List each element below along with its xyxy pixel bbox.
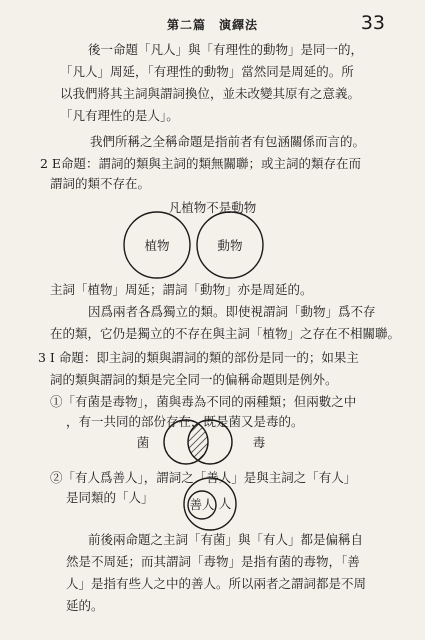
diagram-e-caption: 凡植物不是動物 bbox=[168, 200, 257, 215]
example-line: ，有一共同的部份存在，既是菌又是毒的。 bbox=[66, 414, 304, 429]
text-line: 延的。 bbox=[66, 598, 104, 613]
text-line: 人」是指有些人之中的善人。所以兩者之謂詞都是不周 bbox=[66, 576, 367, 591]
i-proposition-line: 3 I 命題：即主詞的類與謂詞的類的部份是同一的；如果主 bbox=[38, 350, 359, 365]
text-line: 「凡人」周延，「有理性的動物」當然同是周延的。所 bbox=[60, 64, 354, 79]
animal-label: 動物 bbox=[217, 238, 243, 253]
i-proposition-line: 詞的類與謂詞的類是完全同一的偏稱命題則是例外。 bbox=[50, 372, 338, 387]
text-line: 「凡有理性的是人」。 bbox=[60, 108, 179, 123]
text-line: 主詞「植物」周延；謂詞「動物」亦是周延的。 bbox=[50, 282, 313, 297]
text-line: 後一命題「凡人」與「有理性的動物」是同一的， bbox=[88, 42, 364, 57]
fungus-label: 菌 bbox=[136, 435, 150, 450]
e-proposition-line: 謂詞的類不存在。 bbox=[50, 176, 151, 191]
text-line: 在的類，它仍是獨立的不存在與主詞「植物」之存在不相關聯。 bbox=[50, 326, 401, 341]
chapter-header: 第二篇 演繹法 bbox=[166, 18, 258, 32]
e-proposition-line: 2 E命題：謂詞的類與主詞的類無關聯；或主詞的類存在而 bbox=[40, 156, 362, 171]
text-line: 因爲兩者各爲獨立的類。即使視謂詞「動物」爲不存 bbox=[88, 304, 376, 319]
example-line: ②「有人爲善人」，謂詞之「善人」是與主詞之「有人」 bbox=[50, 470, 357, 485]
people-label: 人 bbox=[218, 496, 232, 511]
good-people-label: 善人 bbox=[189, 497, 215, 512]
example-line: 是同類的「人」 bbox=[66, 490, 154, 505]
example-line: ①「有菌是毒物」，菌與毒為不同的兩種類；但兩數之中 bbox=[50, 394, 357, 409]
text-line: 然是不周延；而其謂詞「毒物」是指有菌的毒物，「善 bbox=[66, 554, 360, 569]
plant-label: 植物 bbox=[144, 238, 170, 253]
page-number: 33 bbox=[360, 12, 385, 34]
text-line: 前後兩命題之主詞「有菌」與「有人」都是偏稱自 bbox=[88, 532, 364, 547]
text-line: 以我們將其主詞與謂詞換位，並未改變其原有之意義。 bbox=[60, 86, 361, 101]
text-line: 我們所稱之全稱命題是指前者有包涵關係而言的。 bbox=[90, 134, 366, 149]
poison-label: 毒 bbox=[252, 435, 266, 450]
